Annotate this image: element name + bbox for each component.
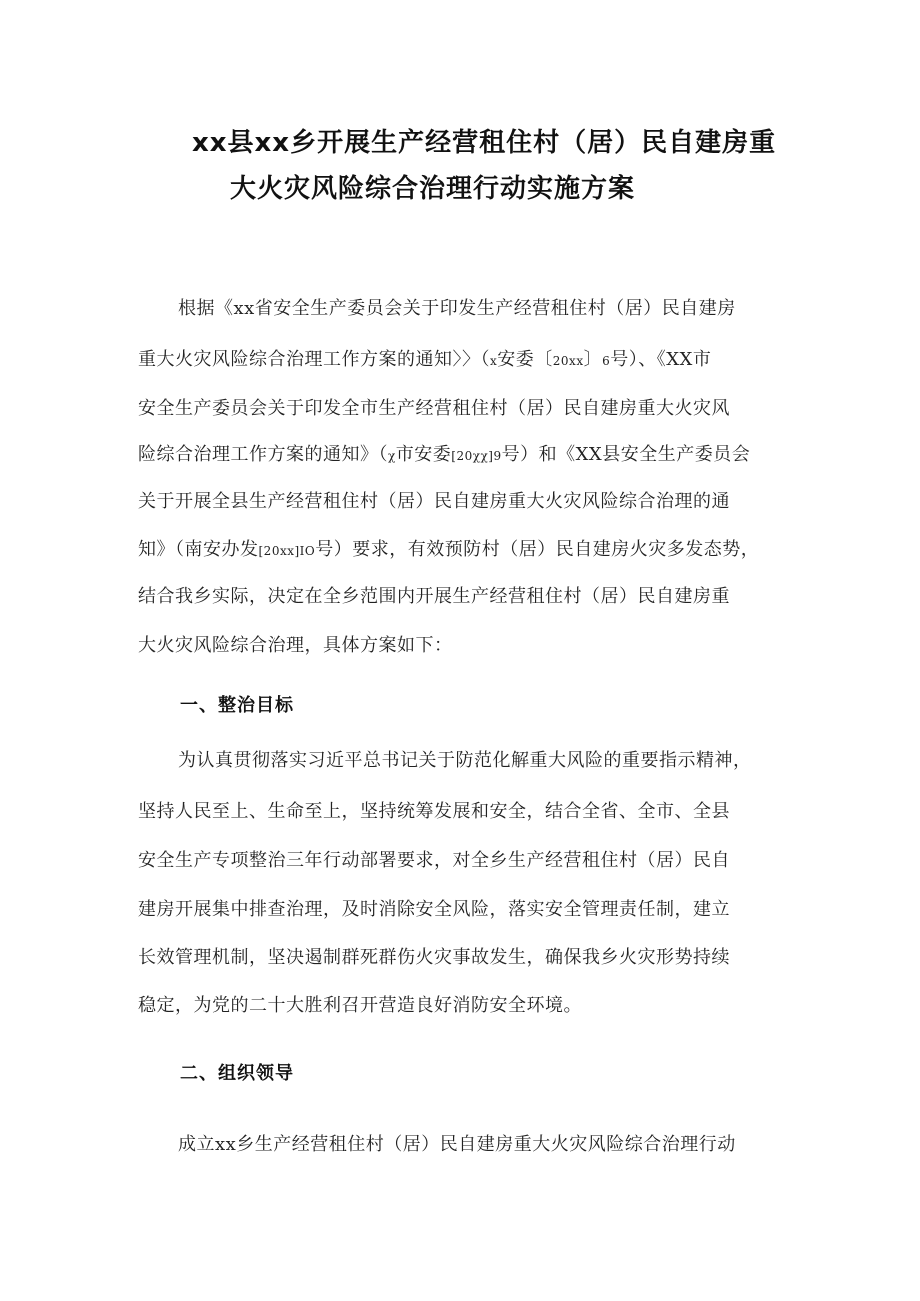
intro-line-6-part-b: [20xx]IO <box>258 544 316 558</box>
section-1-line-2: 坚持人民至上、生命至上，坚持统筹发展和安全，结合全省、全市、全县 <box>138 801 730 822</box>
intro-line-6-part-a: 知》（南安办发 <box>138 539 259 560</box>
intro-line-4-part-d: [20χχ]9 <box>451 449 502 463</box>
section-1-line-6: 稳定，为党的二十大胜利召开营造良好消防安全环境。 <box>138 995 582 1016</box>
intro-line-2-part-g: 号）、《XX市 <box>610 349 712 370</box>
section-1-line-1: 为认真贯彻落实习近平总书记关于防范化解重大风险的重要指示精神， <box>178 750 752 771</box>
section-2-line-1: 成立xx乡生产经营租住村（居）民自建房重大火灾风险综合治理行动 <box>178 1134 736 1155</box>
intro-line-4-part-a: 险综合治理工作方案的通知》（ <box>138 444 388 465</box>
intro-line-4-part-e: 号）和《XX县安全生产委员会 <box>501 444 751 465</box>
document-title-line-1: xx县xx乡开展生产经营租住村（居）民自建房重 <box>192 128 777 158</box>
intro-line-2-part-d: 20xx <box>552 354 584 368</box>
intro-line-2-part-f: 6 <box>602 354 611 368</box>
intro-line-4-part-b: χ <box>388 449 396 463</box>
intro-line-5: 关于开展全县生产经营租住村（居）民自建房重大火灾风险综合治理的通 <box>138 491 730 512</box>
section-1-heading: 一、整治目标 <box>180 695 294 716</box>
intro-line-2-part-a: 重大火灾风险综合治理工作方案的通知〉〉（ <box>138 349 490 370</box>
intro-line-6-part-c: 号）要求，有效预防村（居）民自建房火灾多发态势， <box>315 539 760 560</box>
intro-line-2 <box>138 345 711 371</box>
intro-line-4 <box>138 440 750 466</box>
section-1-line-5: 长效管理机制，坚决遏制群死群伤火灾事故发生，确保我乡火灾形势持续 <box>138 947 730 968</box>
intro-line-7: 结合我乡实际，决定在全乡范围内开展生产经营租住村（居）民自建房重 <box>138 586 730 607</box>
intro-line-2-part-c: 安委〔 <box>497 349 553 370</box>
intro-line-2-part-e: 〕 <box>583 349 603 370</box>
intro-line-4-part-c: 市安委 <box>395 444 452 465</box>
intro-line-2-part-b: x <box>490 354 498 368</box>
document-title-line-2: 大火灾风险综合治理行动实施方案 <box>230 174 636 204</box>
intro-line-3: 安全生产委员会关于印发全市生产经营租住村（居）民自建房重大火灾风 <box>138 398 730 419</box>
section-1-line-4: 建房开展集中排查治理，及时消除安全风险，落实安全管理责任制，建立 <box>138 899 730 920</box>
intro-line-8: 大火灾风险综合治理，具体方案如下： <box>138 635 453 656</box>
section-1-line-3: 安全生产专项整治三年行动部署要求，对全乡生产经营租住村（居）民自 <box>138 850 730 871</box>
intro-line-6 <box>138 535 759 561</box>
section-2-heading: 二、组织领导 <box>180 1063 294 1084</box>
intro-line-1: 根据《xx省安全生产委员会关于印发生产经营租住村（居）民自建房 <box>178 298 736 319</box>
